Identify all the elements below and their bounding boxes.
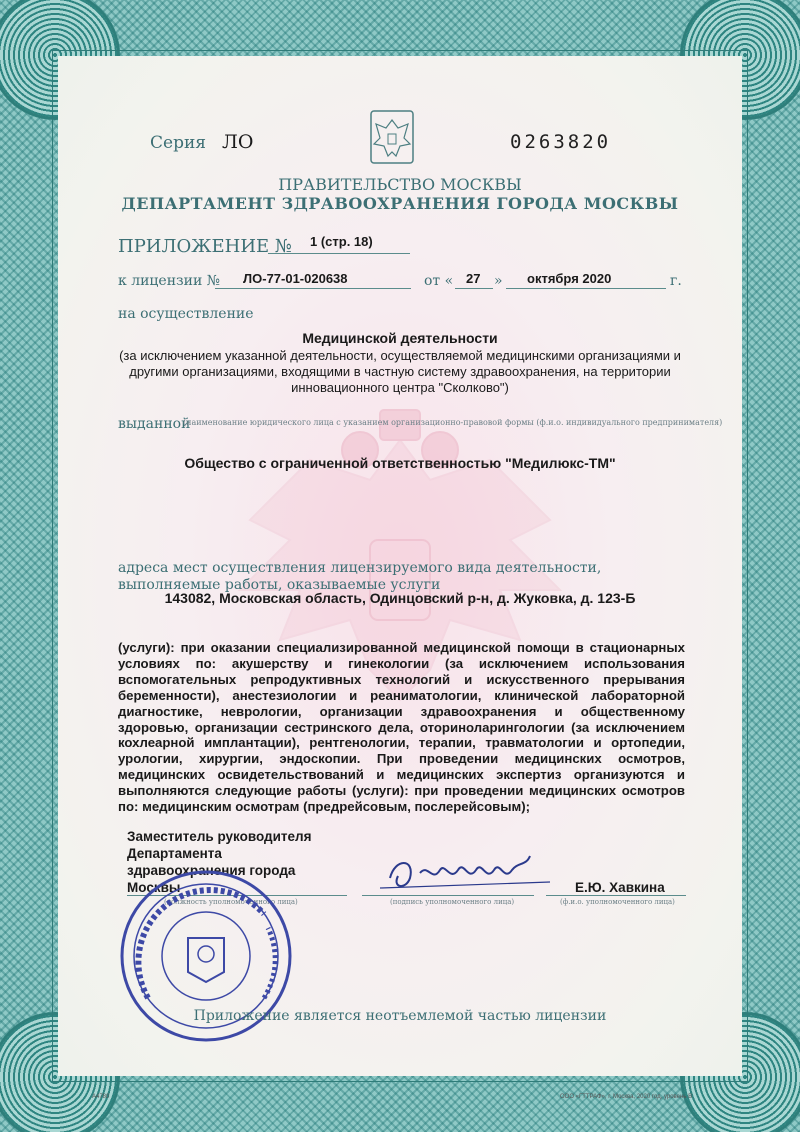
date-separator: » [494, 273, 503, 289]
position-line: Заместитель руководителя [127, 829, 312, 844]
date-label: от « [424, 273, 454, 289]
services-text: (услуги): при оказании специализированной медицинской помощи в стационарных условиях по: акушерству и гинекологии (за исключением использования вспомогательных репродуктивных технологий и искусственного прерывания беременности), анестезиологии и реаниматологии, клинической лабораторной диагностике, неврологии, организации здравоохранения и общественному здоровью, организации сестринского дела, оториноларингологии (за исключением кохлеарной имплантации), рентгенологии, терапии, травматологии и ортопедии, урологии, хирургии, эндоскопии. При проведении медицинских осмотров, медицинских освидетельствований и медицинских экспертиз организуются и выполняются следующие работы (услуги): при проведении медицинских осмотров по: медицинским осмотрам (предрейсовым, послерейсовым); [118, 640, 685, 815]
government-name: ПРАВИТЕЛЬСТВО МОСКВЫ [278, 175, 522, 194]
underline [506, 288, 666, 289]
license-day: 27 [466, 271, 481, 286]
activity-title: Медицинской деятельности [302, 330, 498, 346]
footer-note: Приложение является неотъемлемой частью лицензии [193, 1008, 607, 1024]
year-suffix: г. [670, 273, 682, 289]
address-value: 143082, Московская область, Одинцовский р-н, д. Жуковка, д. 123-Б [164, 590, 636, 606]
position-line: Департамента [127, 846, 222, 861]
address-label: адреса мест осуществления лицензируемого вида деятельности, выполняемые работы, оказываемые услуги [118, 560, 602, 593]
printer-info: ООО «ГТТРАФ», г. Москва, 2020 год, уровень В [560, 1094, 693, 1100]
signer-name: Е.Ю. Хавкина [575, 880, 665, 895]
license-month-year: октября 2020 [527, 271, 612, 286]
series-number: 0263820 [510, 131, 612, 153]
department-name: ДЕПАРТАМЕНТ ЗДРАВООХРАНЕНИЯ ГОРОДА МОСКВЫ [121, 194, 679, 213]
issued-label: выданной [118, 416, 191, 432]
name-hint: (ф.и.о. уполномоченного лица) [560, 898, 675, 906]
position-line: Москвы [127, 880, 181, 895]
handwritten-signature [380, 848, 560, 898]
activity-note: (за исключением указанной деятельности, осуществляемой медицинскими организациями и другими организациями, входящими в частную систему здравоохранения, на территории инновационного центра "Сколково") [119, 348, 681, 395]
series-label: Серия [150, 133, 207, 153]
organization-name: Общество с ограниченной ответственностью "Медилюкс-ТМ" [184, 455, 616, 471]
series-code: ЛО [222, 131, 254, 153]
underline [215, 288, 411, 289]
appendix-label: ПРИЛОЖЕНИЕ № [118, 236, 292, 257]
appendix-number: 1 (стр. 18) [310, 234, 373, 249]
underline [546, 895, 686, 896]
license-number: ЛО-77-01-020638 [243, 271, 348, 286]
underline [268, 253, 410, 254]
position-hint: (должность уполномоченного лица) [164, 898, 298, 906]
coat-of-arms-icon [368, 108, 416, 166]
underline [455, 288, 493, 289]
position-line: здравоохранения города [127, 863, 296, 878]
license-label: к лицензии № [118, 273, 221, 289]
print-code: А4780 [92, 1094, 110, 1100]
issued-hint: (наименование юридического лица с указанием организационно-правовой формы (ф.и.о. индивидуального предпринимателя) [183, 418, 723, 427]
activity-label: на осуществление [118, 306, 254, 322]
signature-hint: (подпись уполномоченного лица) [390, 898, 515, 906]
